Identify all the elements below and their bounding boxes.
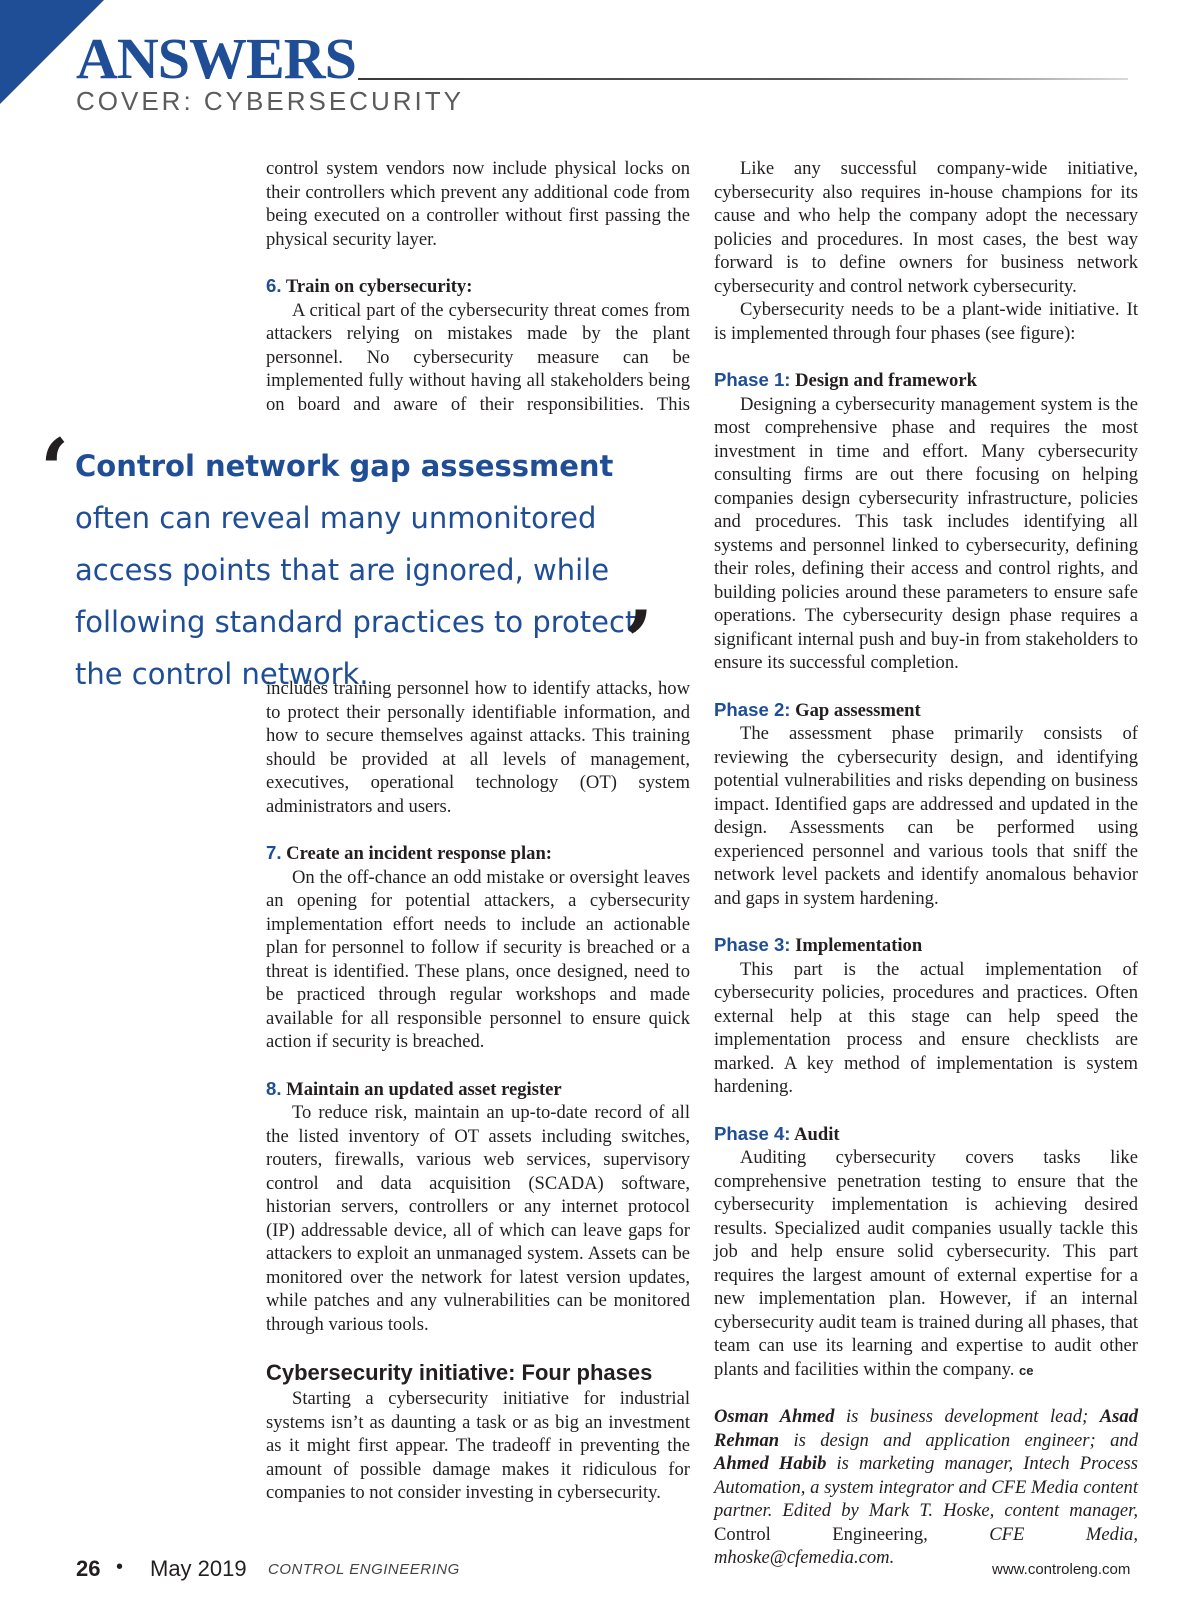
- pullquote-open-mark: ‘: [40, 420, 70, 519]
- section-7-number: 7.: [266, 842, 282, 863]
- pullquote-close-mark: ’: [624, 592, 654, 691]
- plant-wide-paragraph: Cybersecurity needs to be a plant-wide initiative. It is implemented through four phases (see figure):: [714, 299, 1138, 344]
- website-url[interactable]: www.controleng.com: [992, 1561, 1131, 1578]
- phase-1-title: Design and framework: [790, 370, 977, 391]
- phase-1-label: Phase 1:: [714, 369, 791, 390]
- phase-3-paragraph: This part is the actual implementation of cybersecurity policies, procedures and practices. Often external help at this stage can help speed the implementation process and ensure checklists are marked. A key method of implementation is system hardening.: [714, 958, 1138, 1097]
- masthead-rule: [358, 78, 1128, 80]
- section-6-heading: [266, 274, 690, 299]
- intro-paragraph: control system vendors now include physical locks on their controllers which prevent any additional code from being executed on a controller without first passing the physical security layer.: [266, 158, 690, 250]
- byline-text-4: , CFE Media, mhoske@cfemedia.com.: [714, 1523, 1138, 1568]
- initiative-paragraph: Like any successful company-wide initiative, cybersecurity also requires in-house champions for its cause and who help the company adopt the necessary policies and procedures. In most cases, the best way forward is to define owners for business network cybersecurity and control network cybersecurity.: [714, 158, 1138, 297]
- phase-3-label: Phase 3:: [714, 934, 791, 955]
- column-right: [714, 157, 1138, 1570]
- phases-paragraph: Starting a cybersecurity initiative for industrial systems isn’t as daunting a task or as big an investment as it might first appear. The tradeoff in preventing the amount of possible damage makes it ridiculous for companies to not consider investing in cybersecurity.: [266, 1388, 690, 1503]
- footer-bullet: •: [116, 1556, 124, 1578]
- section-7-heading: [266, 841, 690, 866]
- phase-4-text: Auditing cybersecurity covers tasks like comprehensive penetration testing to ensure that the cybersecurity implementation is achieving desired results. Specialized audit companies usually tackle this job and help ensure solid cybersecurity. This part requires the largest amount of external expertise for a new implementation plan. However, if an internal cybersecurity audit team is trained during all phases, that team can use its learning and expertise to audit other plants and facilities within the company.: [714, 1147, 1138, 1380]
- author-1: Osman Ahmed: [714, 1406, 835, 1427]
- author-3: Ahmed Habib: [714, 1453, 827, 1474]
- pullquote-text: often can reveal many unmonitored access points that are ignored, while following standard practices to protect the control network.: [75, 501, 637, 691]
- phase-2-label: Phase 2:: [714, 698, 791, 720]
- pullquote: [75, 440, 685, 700]
- end-mark: ce: [1019, 1362, 1034, 1378]
- column-left-top: [266, 157, 690, 416]
- author-2: Asad Rehman: [714, 1406, 1138, 1451]
- magazine-name: CONTROL ENGINEERING: [268, 1561, 460, 1578]
- section-7-title: Create an incident response plan:: [286, 843, 553, 864]
- section-6-number: 6.: [266, 275, 282, 296]
- pullquote-bold: Control network gap assessment: [75, 449, 614, 483]
- section-6-title: Train on cybersecurity:: [285, 276, 473, 297]
- phase-3-heading: [714, 933, 1138, 958]
- section-8-title: Maintain an updated asset register: [286, 1078, 562, 1100]
- phase-4-heading: [714, 1122, 1138, 1147]
- page-number: 26: [76, 1556, 101, 1581]
- phase-4-paragraph: [714, 1146, 1138, 1382]
- byline-publication: Control Engineering: [714, 1523, 924, 1545]
- phase-4-label: Phase 4:: [714, 1122, 791, 1144]
- section-8-paragraph: To reduce risk, maintain an up-to-date record of all the listed inventory of OT assets including switches, routers, firewalls, various web services, supervisory control and data acquisition (SCADA) software, historian servers, controllers or any internet protocol (IP) addressable device, all of which can leave gaps for attackers to exploit an unmanaged system. Assets can be monitored over the network for latest version updates, while patches and any vulnerabilities can be monitored through various tools.: [266, 1102, 690, 1335]
- section-7-paragraph: On the off-chance an odd mistake or oversight leaves an opening for potential attackers, a cybersecurity implementation effort needs to include an actionable plan for personnel to follow if security is breached or a threat is identified. These plans, once designed, need to be practiced through regular workshops and made available for all responsible personnel to ensure quick action if security is breached.: [266, 866, 690, 1052]
- section-8-number: 8.: [266, 1077, 282, 1099]
- section-8-heading: [266, 1077, 690, 1102]
- phase-2-title: Gap assessment: [790, 699, 921, 721]
- phase-1-paragraph: Designing a cybersecurity management system is the most comprehensive phase and requires the most investment in time and effort. Many cybersecurity consulting firms are out there focusing on helping companies design cybersecurity infrastructure, policies and procedures. This task includes identifying all systems and personnel linked to cybersecurity, defining their roles, defining their access and control rights, and building policies around these parameters to ensure safe operations. The cybersecurity design phase requires a significant internal push and buy-in from stakeholders to ensure its successful completion.: [714, 393, 1138, 673]
- section-6-paragraph: A critical part of the cybersecurity threat comes from attackers relying on mistakes made by the plant personnel. No cybersecurity measure can be implemented fully without having all stakeholders being on board and aware of their responsibilities. This: [266, 299, 690, 415]
- phase-2-paragraph: The assessment phase primarily consists of reviewing the cybersecurity design, and identifying potential vulnerabilities and risks depending on business impact. Identified gaps are addressed and updated in the design. Assessments can be performed using experienced personnel and various tools that sniff the network level packets and identify anomalous behavior and gaps in system hardening.: [714, 723, 1138, 909]
- issue-date: May 2019: [150, 1556, 247, 1581]
- phases-heading: Cybersecurity initiative: Four phases: [266, 1360, 653, 1385]
- section-6-continued: includes training personnel how to identify attacks, how to protect their personally identifiable information, and how to secure themselves against attacks. This training should be provided at all levels of management, executives, operational technology (OT) system administrators and users.: [266, 678, 690, 817]
- section-subtitle: COVER: CYBERSECURITY: [76, 86, 464, 116]
- section-title: ANSWERS: [76, 26, 356, 91]
- phase-2-heading: [714, 698, 1138, 723]
- phase-3-title: Implementation: [790, 935, 923, 956]
- byline-text-2: is design and application engineer; and: [779, 1429, 1138, 1451]
- phase-1-heading: [714, 368, 1138, 393]
- author-byline: [714, 1405, 1138, 1570]
- phase-4-title: Audit: [790, 1123, 840, 1145]
- column-left-bottom: [266, 677, 690, 1505]
- byline-text-1: is business development lead;: [834, 1406, 1100, 1427]
- byline-text-3: is marketing manager, Intech Process Automation, a system integrator and CFE Media content partner. Edited by Mark T. Hoske, content manager,: [714, 1453, 1138, 1521]
